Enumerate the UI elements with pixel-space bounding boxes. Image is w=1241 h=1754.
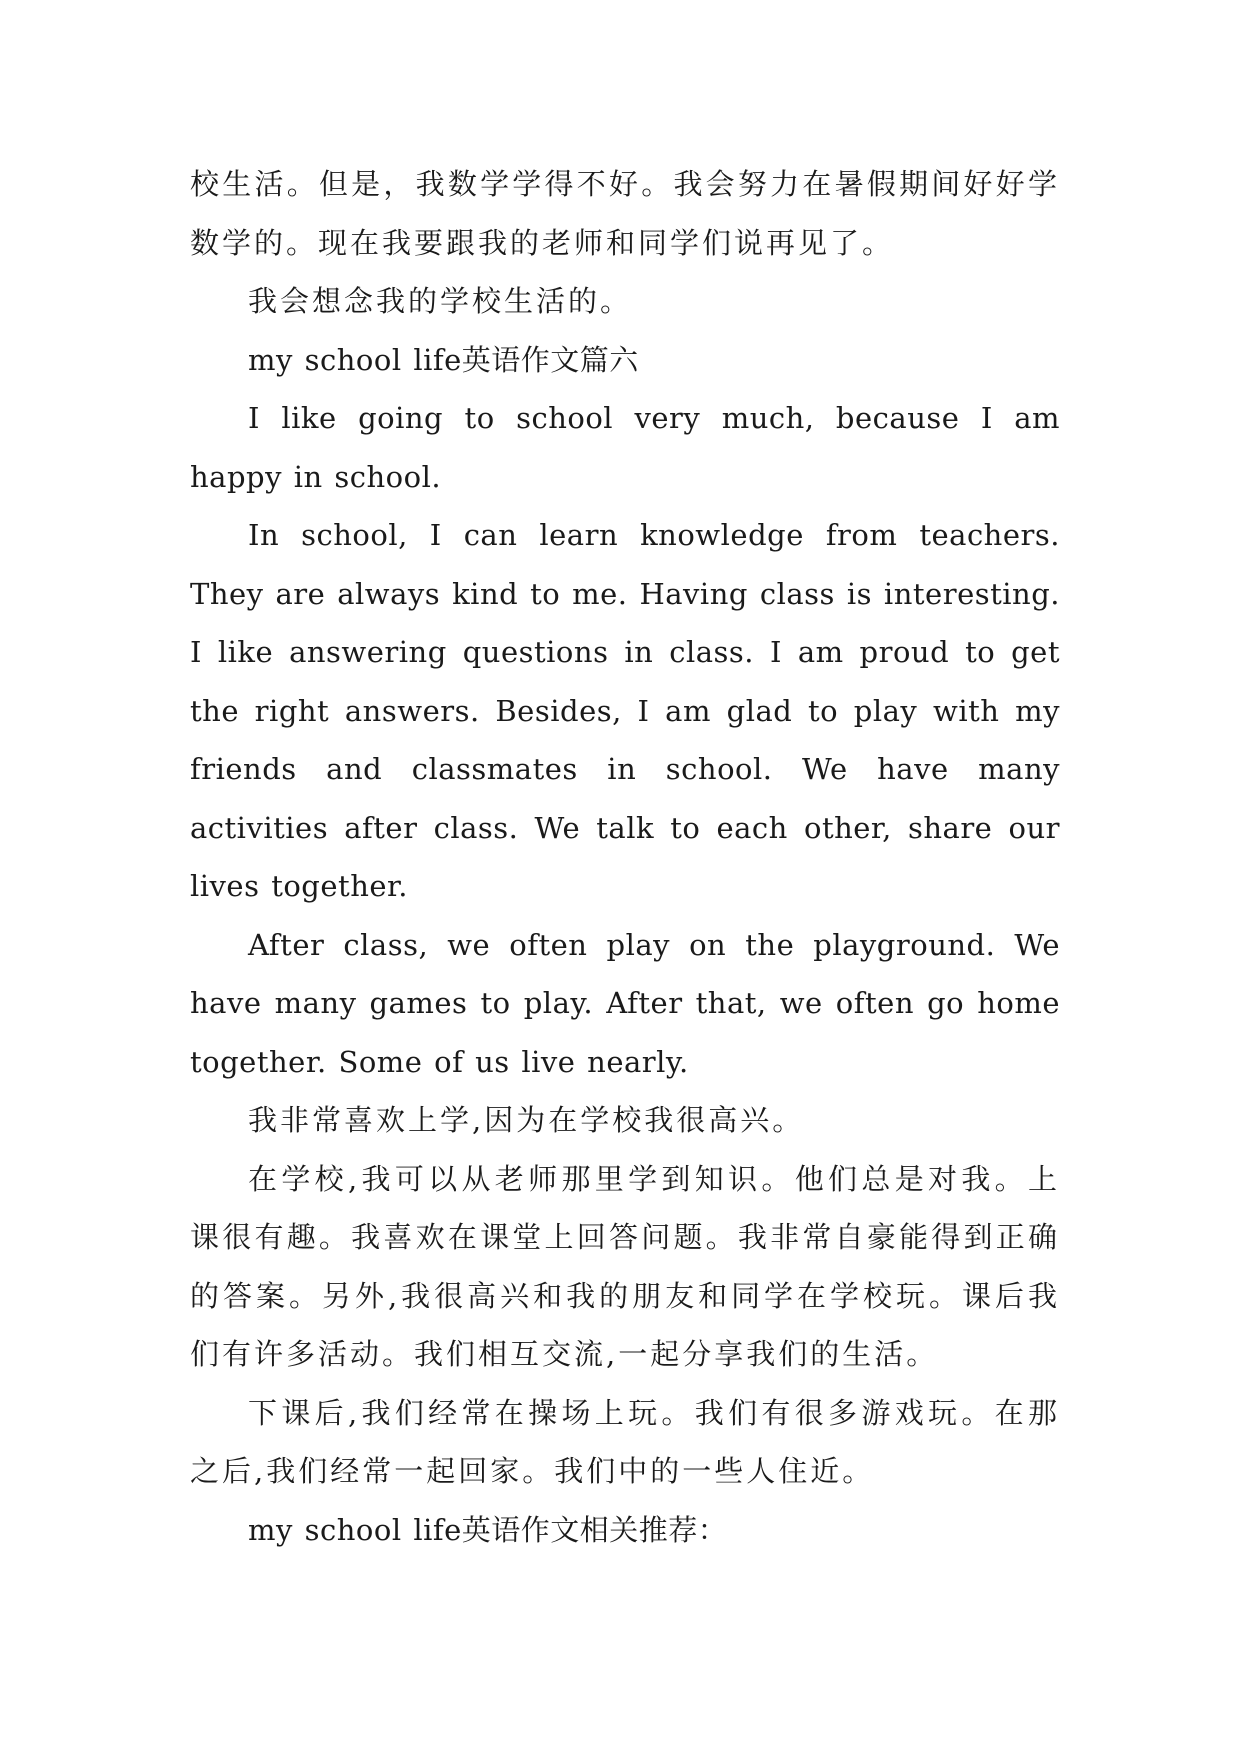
related-recommendations-heading: my school life英语作文相关推荐： bbox=[248, 1512, 728, 1547]
paragraph-english-1: I like going to school very much, because I am happy in school. bbox=[190, 401, 1060, 494]
paragraph-chinese-2: 在学校,我可以从老师那里学到知识。他们总是对我。上课很有趣。我喜欢在课堂上回答问题。我非常自豪能得到正确的答案。另外,我很高兴和我的朋友和同学在学校玩。课后我们有许多活动。我们相互交流,一起分享我们的生活。 bbox=[190, 1161, 1060, 1371]
paragraph-miss-school: 我会想念我的学校生活的。 bbox=[248, 284, 633, 318]
paragraph-english-3: After class, we often play on the playground. We have many games to play. After that, we often go home together. Some of us live nearly. bbox=[190, 927, 1060, 1079]
paragraph-continuation: 校生活。但是，我数学学得不好。我会努力在暑假期间好好学数学的。现在我要跟我的老师和同学们说再见了。 bbox=[190, 167, 1060, 260]
document-body bbox=[190, 155, 1060, 1559]
paragraph-english-2: In school, I can learn knowledge from teachers. They are always kind to me. Having class is interesting. I like answering questions in class. I am proud to get the right answers. Besides, I am glad to play with my friends and classmates in school. We have many activities after class. We talk to each other, share our lives together. bbox=[190, 518, 1060, 903]
section-heading: my school life英语作文篇六 bbox=[248, 342, 639, 377]
paragraph-chinese-3: 下课后,我们经常在操场上玩。我们有很多游戏玩。在那之后,我们经常一起回家。我们中的一些人住近。 bbox=[190, 1395, 1060, 1488]
paragraph-chinese-1: 我非常喜欢上学,因为在学校我很高兴。 bbox=[248, 1103, 805, 1137]
